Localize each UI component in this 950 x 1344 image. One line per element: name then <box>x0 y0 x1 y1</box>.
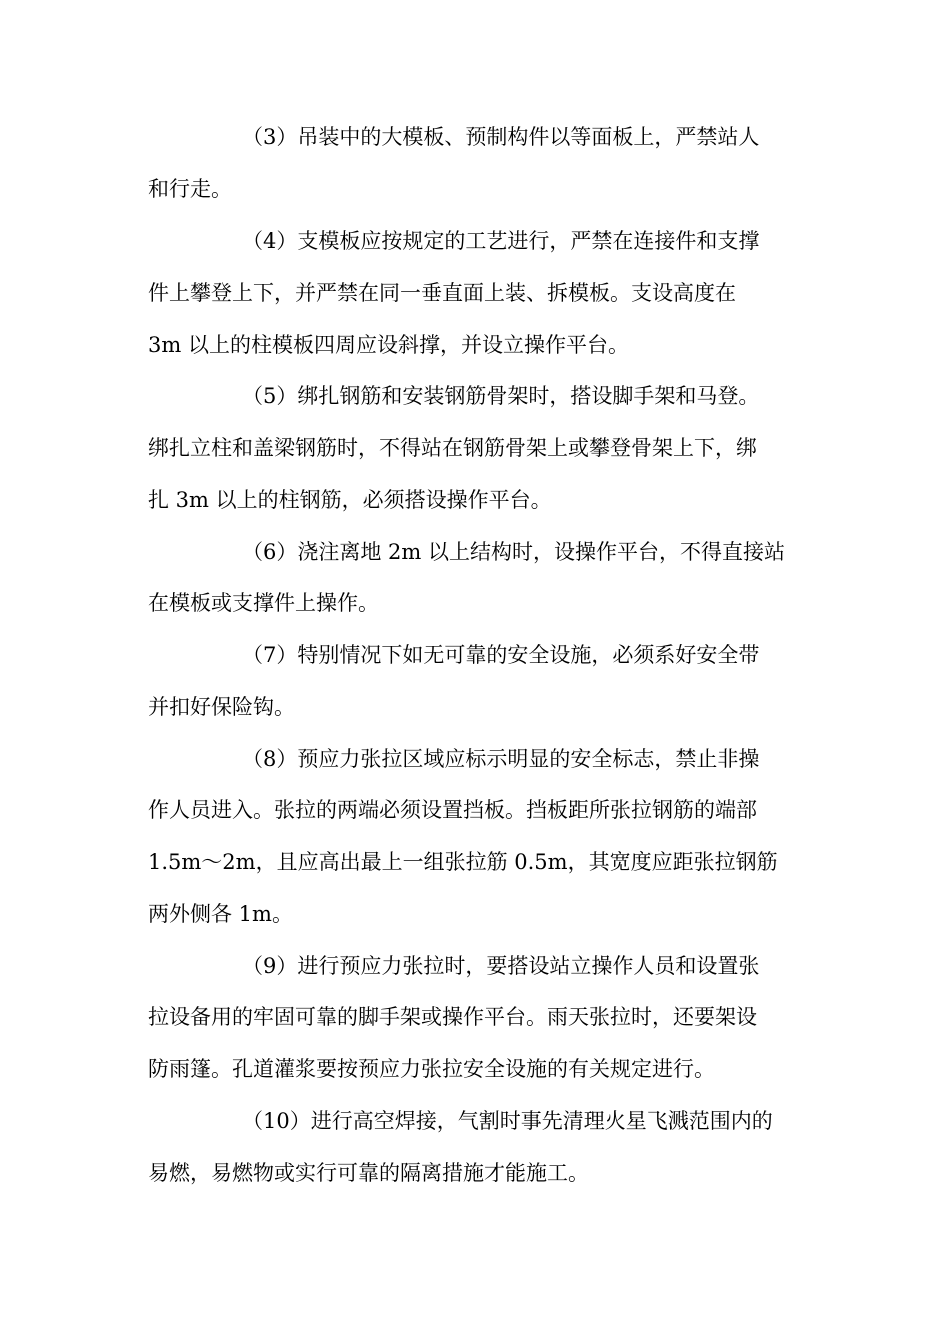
text-line: 扎 3m 以上的柱钢筋，必须搭设操作平台。 <box>148 488 552 512</box>
text-line: 作人员进入。张拉的两端必须设置挡板。挡板距所张拉钢筋的端部 <box>148 798 757 822</box>
text-line: （4）支模板应按规定的工艺进行，严禁在连接件和支撑 <box>242 229 760 253</box>
text-line: （3）吊装中的大模板、预制构件以等面板上，严禁站人 <box>242 125 760 149</box>
text-line: 绑扎立柱和盖梁钢筋时，不得站在钢筋骨架上或攀登骨架上下，绑 <box>148 436 757 460</box>
text-line: 在模板或支撑件上操作。 <box>148 591 379 615</box>
text-line: （5）绑扎钢筋和安装钢筋骨架时，搭设脚手架和马登。 <box>242 384 760 408</box>
text-line: 件上攀登上下，并严禁在同一垂直面上装、拆模板。支设高度在 <box>148 281 736 305</box>
text-line: 易燃，易燃物或实行可靠的隔离措施才能施工。 <box>148 1161 589 1185</box>
text-line: 3m 以上的柱模板四周应设斜撑，并设立操作平台。 <box>148 333 629 357</box>
text-line: 并扣好保险钩。 <box>148 695 295 719</box>
text-line: 两外侧各 1m。 <box>148 902 293 926</box>
text-line: （6）浇注离地 2m 以上结构时，设操作平台，不得直接站 <box>242 540 785 564</box>
text-line: （9）进行预应力张拉时，要搭设站立操作人员和设置张 <box>242 954 760 978</box>
text-line: 拉设备用的牢固可靠的脚手架或操作平台。雨天张拉时，还要架设 <box>148 1005 757 1029</box>
text-line: 1.5m～2m，且应高出最上一组张拉筋 0.5m，其宽度应距张拉钢筋 <box>148 850 778 874</box>
text-line: （8）预应力张拉区域应标示明显的安全标志，禁止非操 <box>242 747 760 771</box>
text-line: （10）进行高空焊接，气割时事先清理火星飞溅范围内的 <box>242 1109 773 1133</box>
text-line: 防雨篷。孔道灌浆要按预应力张拉安全设施的有关规定进行。 <box>148 1057 715 1081</box>
text-line: 和行走。 <box>148 177 232 201</box>
text-line: （7）特别情况下如无可靠的安全设施，必须系好安全带 <box>242 643 760 667</box>
